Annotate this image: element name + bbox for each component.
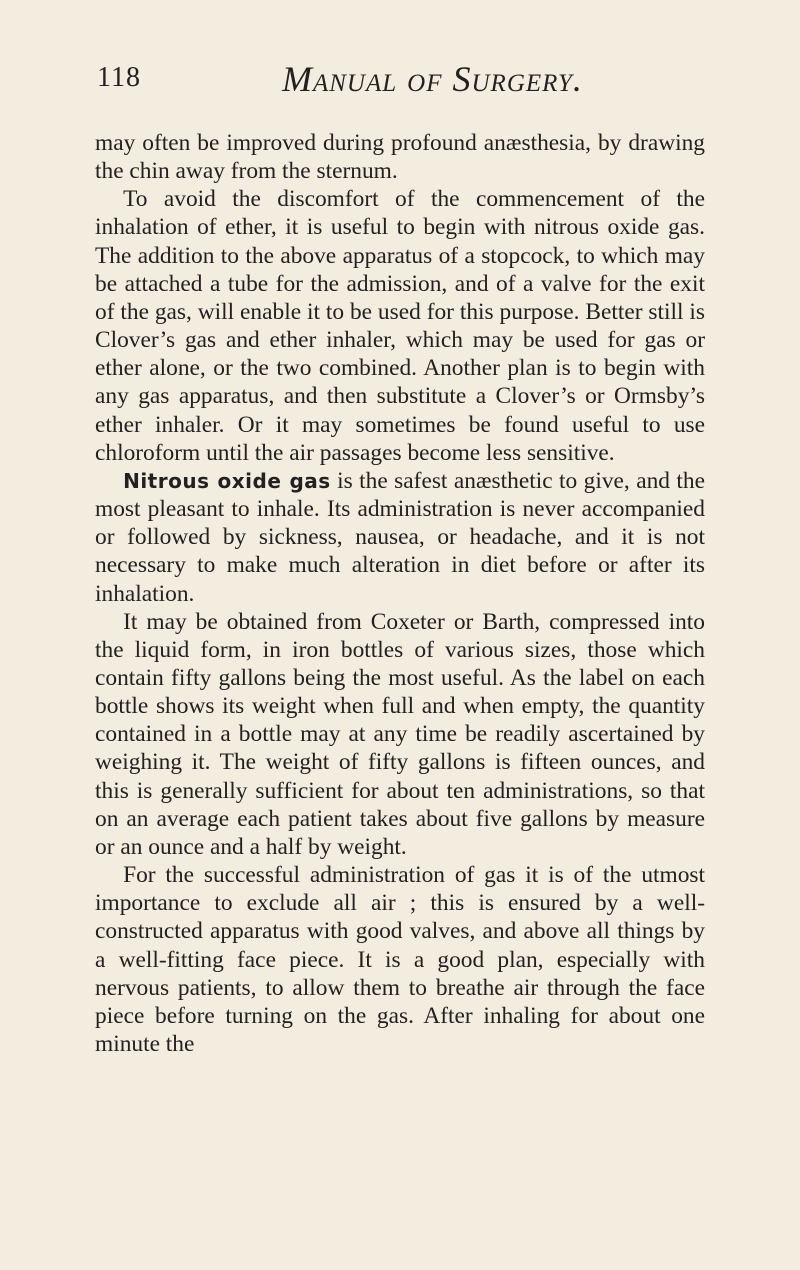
paragraph-text: is the safest anæsthetic to give, and the most pleasant to inhale. Its administration is never accompanied or followed by sickness, nausea, or headache, and it is not necessary to make much alteration in diet before or after its inhalation.: [95, 467, 706, 607]
paragraph: For the successful administration of gas it is of the utmost importance to exclude all air ; this is ensured by a well-constructed apparatus with good valves, and above all things by a well-fitting face piece. It is a good plan, especially with nervous patients, to allow them to breathe air through the face piece before turning on the gas. After inhaling for about one minute the: [95, 862, 705, 1057]
paragraph: may often be improved during profound anæsthesia, by drawing the chin away from the sternum.: [95, 130, 705, 185]
running-title: Manual of Surgery.: [282, 59, 583, 99]
page-number: 118: [97, 62, 141, 93]
run-in-heading: Nitrous oxide gas: [123, 468, 331, 493]
body-text: [95, 129, 705, 1058]
paragraph: To avoid the discomfort of the commencement of the inhalation of ether, it is useful to begin with nitrous oxide gas. The addition to the above apparatus of a stopcock, to which may be attached a tube for the admission, and of a valve for the exit of the gas, will enable it to be used for this purpose. Better still is Clover’s gas and ether inhaler, which may be used for gas or ether alone, or the two combined. Another plan is to begin with any gas apparatus, and then substitute a Clover’s or Ormsby’s ether inhaler. Or it may sometimes be found useful to use chloroform until the air passages become less sensitive.: [95, 186, 705, 466]
paragraph: [95, 467, 705, 608]
paragraph: It may be obtained from Coxeter or Barth, compressed into the liquid form, in iron bottles of various sizes, those which contain fifty gallons being the most useful. As the label on each bottle shows its weight when full and when empty, the quantity contained in a bottle may at any time be readily ascertained by weighing it. The weight of fifty gallons is fifteen ounces, and this is generally sufficient for about ten administrations, so that on an average each patient takes about five gallons by measure or an ounce and a half by weight.: [95, 608, 705, 860]
page-header: [97, 59, 717, 112]
